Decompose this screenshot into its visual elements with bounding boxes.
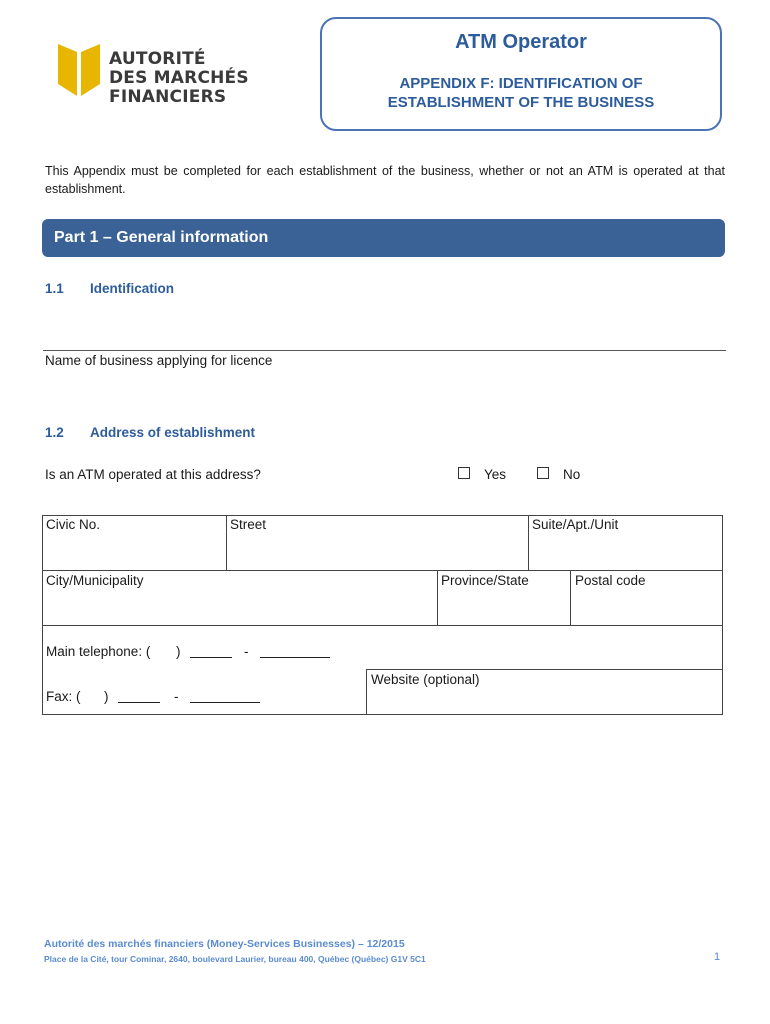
section-1-2-number: 1.2 [45,425,64,440]
table-row-divider [42,625,723,626]
footer-address: Place de la Cité, tour Cominar, 2640, boulevard Laurier, bureau 400, Québec (Québec) G1V 5C1 [44,954,426,964]
amf-logo-text [109,50,249,107]
main-telephone-label: Main telephone: ( [46,644,151,659]
business-name-label: Name of business applying for licence [45,353,273,368]
atm-yes-label: Yes [484,467,507,482]
suite-field[interactable]: Suite/Apt./Unit [532,517,619,532]
table-col-divider [570,570,571,625]
table-row-divider [42,570,723,571]
main-telephone-number-input[interactable] [260,657,330,658]
footer-organization: Autorité des marchés financiers (Money-Services Businesses) – 12/2015 [44,938,405,950]
amf-logo-icon [58,44,100,96]
section-1-2-title: Address of establishment [90,425,256,440]
page-number: 1 [714,951,721,963]
fax-dash: - [174,689,179,704]
subtitle-line-2: ESTABLISHMENT OF THE BUSINESS [387,94,655,111]
logo-line-1: AUTORITÉ [109,49,206,69]
section-1-1-title: Identification [90,281,174,296]
fax-paren: ) [104,689,109,704]
city-field[interactable]: City/Municipality [46,573,144,588]
atm-yes-checkbox[interactable] [458,467,470,479]
table-col-divider [366,669,367,715]
main-telephone-paren: ) [176,644,181,659]
subtitle-line-1: APPENDIX F: IDENTIFICATION OF [399,75,643,92]
business-name-input-line[interactable] [43,350,726,351]
part-1-title: Part 1 – General information [54,229,269,246]
website-field[interactable]: Website (optional) [371,672,480,687]
table-row-divider [366,669,723,670]
main-telephone-prefix-input[interactable] [190,657,232,658]
table-col-divider [528,515,529,570]
fax-number-input[interactable] [190,702,260,703]
atm-question: Is an ATM operated at this address? [45,467,261,482]
document-subtitle [322,74,720,112]
fax-prefix-input[interactable] [118,702,160,703]
atm-no-label: No [563,467,581,482]
main-telephone-dash: - [244,644,249,659]
fax-label: Fax: ( [46,689,81,704]
title-box [320,17,722,131]
logo-line-3: FINANCIERS [109,87,227,107]
postal-code-field[interactable]: Postal code [575,573,646,588]
civic-no-field[interactable]: Civic No. [46,517,101,532]
atm-no-checkbox[interactable] [537,467,549,479]
part-1-banner [42,219,725,257]
section-1-1-number: 1.1 [45,281,64,296]
document-title: ATM Operator [455,31,587,53]
table-col-divider [437,570,438,625]
intro-text: This Appendix must be completed for each establishment of the business, whether or not an ATM is operated at that establishment. [45,164,725,196]
logo-line-2: DES MARCHÉS [109,68,249,88]
table-col-divider [226,515,227,570]
province-field[interactable]: Province/State [441,573,529,588]
street-field[interactable]: Street [230,517,267,532]
